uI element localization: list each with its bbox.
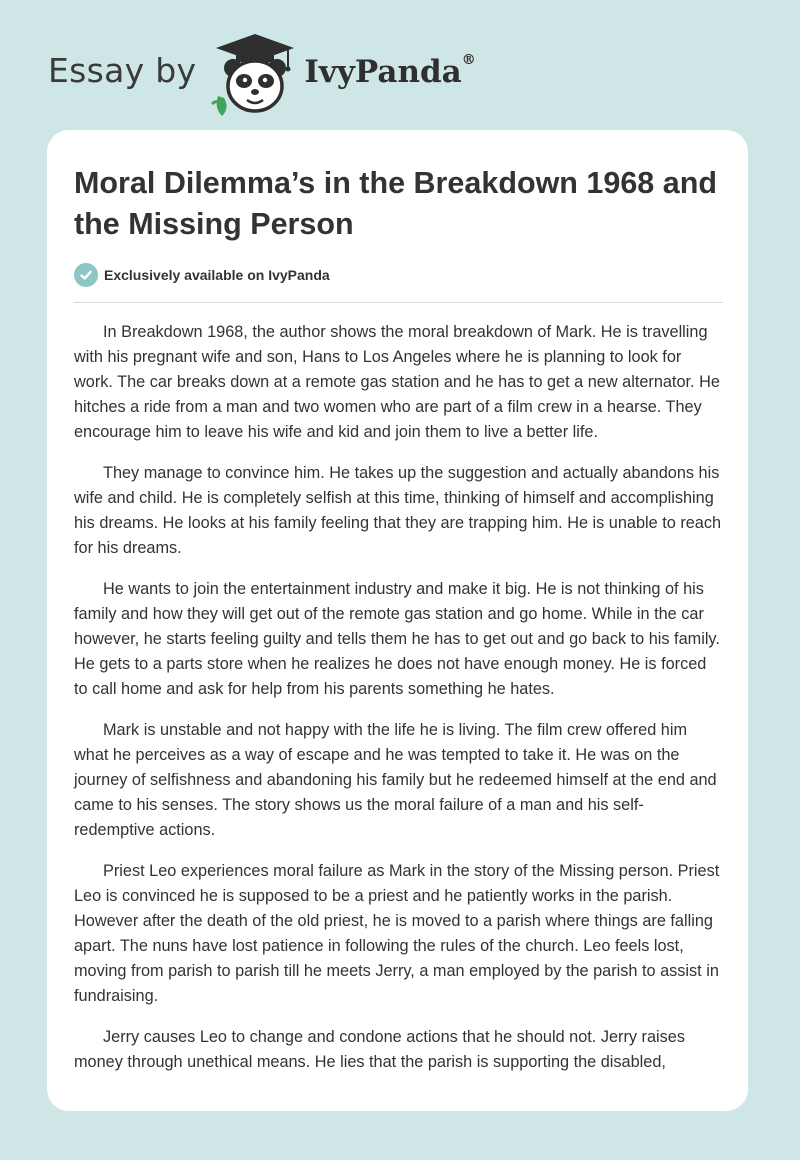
check-icon bbox=[74, 263, 98, 287]
registered-mark: ® bbox=[461, 52, 476, 68]
paragraph: Jerry causes Leo to change and condone actions that he should not. Jerry raises money through unethical means. He lies that the parish is supporting the disabled, bbox=[74, 1028, 685, 1071]
essay-card bbox=[47, 130, 748, 1111]
brand-name[interactable]: IvyPanda® bbox=[304, 52, 476, 90]
site-header bbox=[48, 28, 508, 118]
divider bbox=[74, 302, 723, 303]
page-title: Moral Dilemma’s in the Breakdown 1968 and the Missing Person bbox=[74, 166, 717, 241]
paragraph: Priest Leo experiences moral failure as Mark in the story of the Missing person. Priest Leo is convinced he is supposed to be a priest and he patiently works in the parish. However after the death of the old priest, he is moved to a parish where things are falling apart. The nuns have lost patience in following the rules of the church. Leo feels lost, moving from parish to parish till he meets Jerry, a man employed by the parish to assist in fundraising. bbox=[74, 862, 720, 1005]
essay-by-label: Essay by bbox=[48, 50, 197, 90]
essay-body bbox=[74, 320, 724, 1091]
panda-logo-icon[interactable] bbox=[210, 28, 300, 118]
paragraph: He wants to join the entertainment industry and make it big. He is not thinking of his family and how they will get out of the remote gas station and go home. While in the car however, he starts feeling guilty and tells them he has to get out and go back to his family. He gets to a parts store when he realizes he does not have enough money. He is forced to call home and ask for help from his parents something he hates. bbox=[74, 580, 720, 698]
paragraph: In Breakdown 1968, the author shows the moral breakdown of Mark. He is travelling with his pregnant wife and son, Hans to Los Angeles where he is planning to look for work. The car breaks down at a remote gas station and he has to get a new alternator. He hitches a ride from a man and two women who are part of a film crew in a hearse. They encourage him to leave his wife and kid and join them to live a better life. bbox=[74, 323, 720, 441]
leaf-icon bbox=[212, 96, 227, 116]
paragraph: They manage to convince him. He takes up the suggestion and actually abandons his wife and child. He is completely selfish at this time, thinking of himself and accomplishing his dreams. He looks at his family feeling that they are trapping him. He is unable to reach for his dreams. bbox=[74, 464, 722, 557]
exclusive-badge bbox=[74, 263, 330, 287]
paragraph: Mark is unstable and not happy with the life he is living. The film crew offered him what he perceives as a way of escape and he was tempted to take it. He was on the journey of selfishness and abandoning his family but he redeemed himself at the end and came to his senses. The story shows us the moral failure of a man and his self-redemptive actions. bbox=[74, 721, 717, 839]
badge-label: Exclusively available on IvyPanda bbox=[104, 267, 330, 283]
